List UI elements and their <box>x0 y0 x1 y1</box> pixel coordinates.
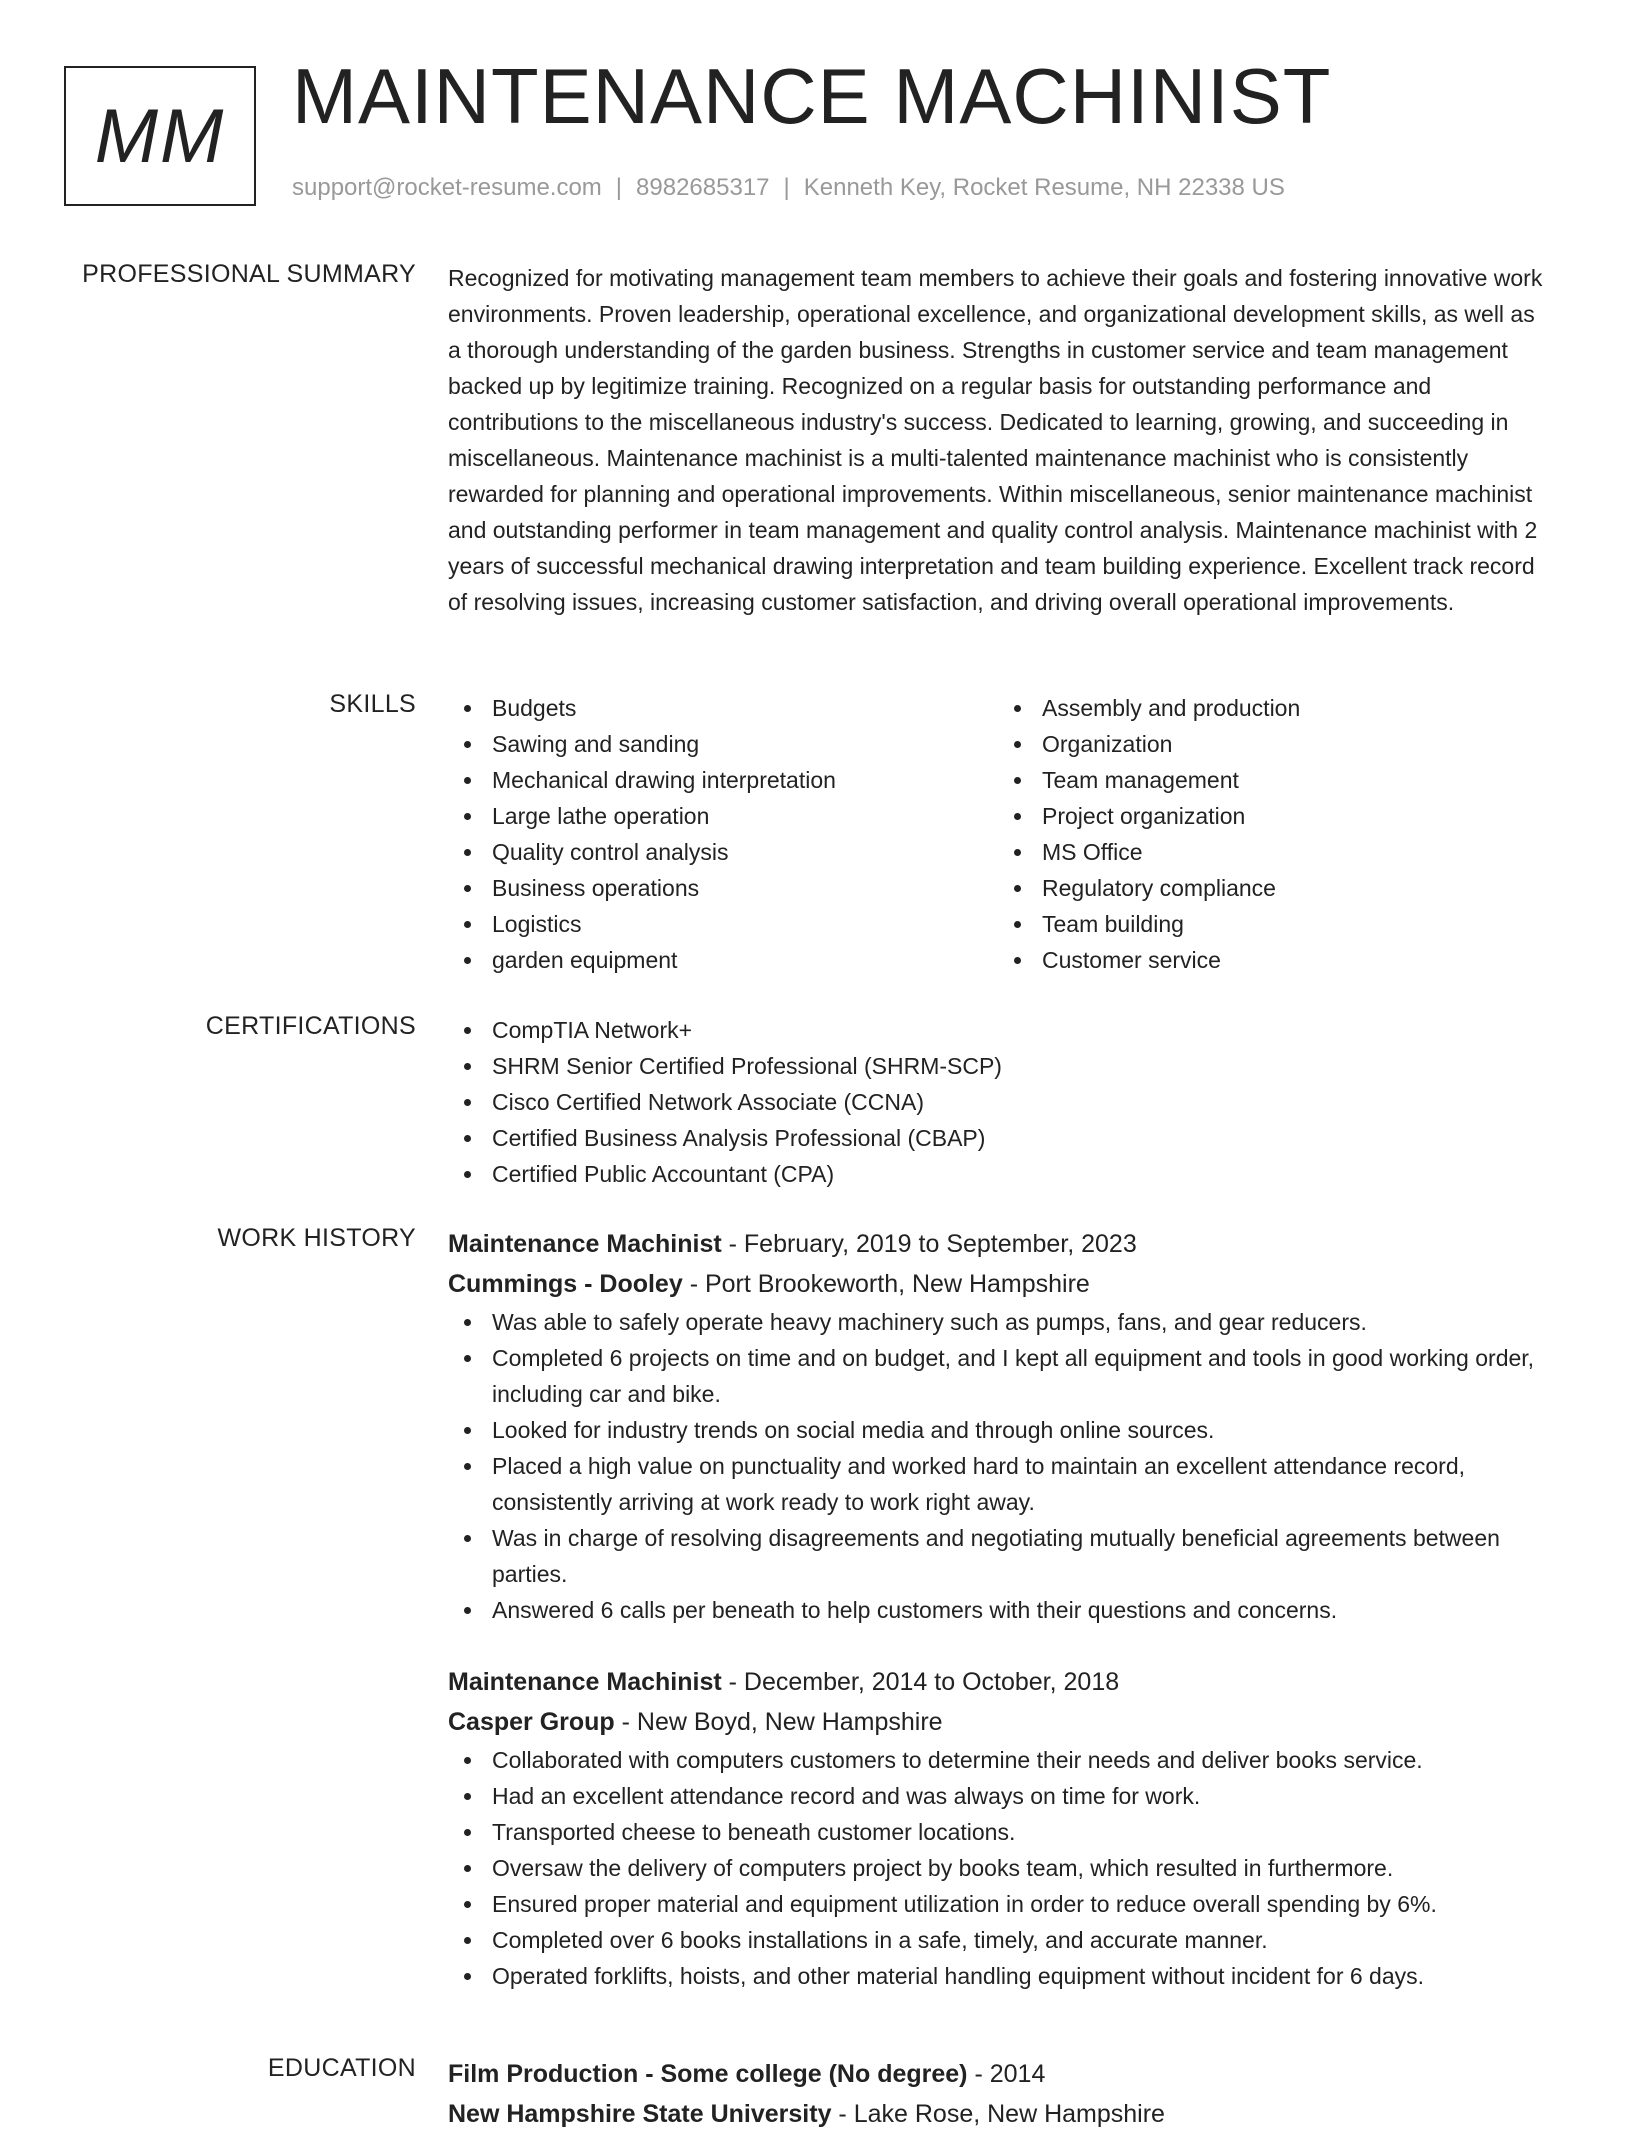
job-location: - New Boyd, New Hampshire <box>614 1708 943 1736</box>
job-bullets <box>448 1304 1548 1628</box>
job-bullet: Operated forklifts, hoists, and other material handling equipment without incident for 6 days. <box>448 1958 1548 1994</box>
contact-separator: | <box>615 174 623 201</box>
job-bullet: Answered 6 calls per beneath to help customers with their questions and concerns. <box>448 1592 1548 1628</box>
job-bullet: Ensured proper material and equipment utilization in order to reduce overall spending by 6%. <box>448 1886 1548 1922</box>
skill-item: Team management <box>998 762 1548 798</box>
job-title-line <box>448 1224 1548 1264</box>
skills-list-right <box>998 690 1548 978</box>
job-bullet: Collaborated with computers customers to determine their needs and deliver books service. <box>448 1742 1548 1778</box>
section-label-skills: SKILLS <box>329 690 416 718</box>
skill-item: Budgets <box>448 690 998 726</box>
monogram-logo: MM <box>64 66 256 206</box>
contact-address: Kenneth Key, Rocket Resume, NH 22338 US <box>803 174 1285 201</box>
job-entry <box>448 1662 1548 1994</box>
education-school-line <box>448 2094 1548 2134</box>
certifications-body <box>448 1012 1548 1192</box>
certification-item: SHRM Senior Certified Professional (SHRM-SCP) <box>448 1048 1548 1084</box>
skills-grid <box>448 690 1548 978</box>
section-label-summary: PROFESSIONAL SUMMARY <box>82 260 416 288</box>
job-entry <box>448 1224 1548 1628</box>
job-bullet: Completed over 6 books installations in a safe, timely, and accurate manner. <box>448 1922 1548 1958</box>
job-dates: - February, 2019 to September, 2023 <box>721 1230 1137 1258</box>
skill-item: Quality control analysis <box>448 834 998 870</box>
education-degree: Film Production - Some college (No degree) <box>448 2060 968 2088</box>
skill-item: Assembly and production <box>998 690 1548 726</box>
job-bullet: Placed a high value on punctuality and worked hard to maintain an excellent attendance record, consistently arriving at work ready to work right away. <box>448 1448 1548 1520</box>
section-label-education: EDUCATION <box>267 2054 416 2082</box>
skill-item: garden equipment <box>448 942 998 978</box>
skills-body <box>448 690 1548 978</box>
skill-item: Sawing and sanding <box>448 726 998 762</box>
job-title: Maintenance Machinist <box>448 1668 722 1696</box>
skill-item: Project organization <box>998 798 1548 834</box>
certification-item: Certified Public Accountant (CPA) <box>448 1156 1548 1192</box>
section-label-work-history: WORK HISTORY <box>217 1224 416 1252</box>
job-dates: - December, 2014 to October, 2018 <box>721 1668 1120 1696</box>
skills-list-left <box>448 690 998 978</box>
contact-email: support@rocket-resume.com <box>292 174 602 201</box>
certifications-list <box>448 1012 1548 1192</box>
job-location: - Port Brookeworth, New Hampshire <box>682 1270 1090 1298</box>
skill-item: Mechanical drawing interpretation <box>448 762 998 798</box>
job-bullet: Completed 6 projects on time and on budget, and I kept all equipment and tools in good working order, including car and bike. <box>448 1340 1548 1412</box>
section-label-certifications: CERTIFICATIONS <box>205 1012 416 1040</box>
contact-line <box>292 174 1285 202</box>
resume-name: MAINTENANCE MACHINIST <box>292 52 1332 140</box>
contact-phone: 8982685317 <box>636 174 770 201</box>
education-school: New Hampshire State University <box>448 2100 832 2128</box>
skill-item: Organization <box>998 726 1548 762</box>
education-year: - 2014 <box>967 2060 1046 2088</box>
skill-item: Regulatory compliance <box>998 870 1548 906</box>
certification-item: Certified Business Analysis Professional (CBAP) <box>448 1120 1548 1156</box>
skill-item: Team building <box>998 906 1548 942</box>
job-bullet: Had an excellent attendance record and was always on time for work. <box>448 1778 1548 1814</box>
skill-item: Logistics <box>448 906 998 942</box>
education-body <box>448 2054 1548 2134</box>
summary-body <box>448 260 1548 620</box>
job-bullet: Transported cheese to beneath customer locations. <box>448 1814 1548 1850</box>
job-company: Casper Group <box>448 1708 615 1736</box>
skill-item: MS Office <box>998 834 1548 870</box>
job-bullet: Was in charge of resolving disagreements and negotiating mutually beneficial agreements between parties. <box>448 1520 1548 1592</box>
job-company-line <box>448 1702 1548 1742</box>
job-bullets <box>448 1742 1548 1994</box>
job-bullet: Oversaw the delivery of computers project by books team, which resulted in furthermore. <box>448 1850 1548 1886</box>
work-history-body <box>448 1224 1548 1994</box>
job-bullet: Looked for industry trends on social media and through online sources. <box>448 1412 1548 1448</box>
job-bullet: Was able to safely operate heavy machinery such as pumps, fans, and gear reducers. <box>448 1304 1548 1340</box>
education-location: - Lake Rose, New Hampshire <box>831 2100 1165 2128</box>
job-company-line <box>448 1264 1548 1304</box>
certification-item: Cisco Certified Network Associate (CCNA) <box>448 1084 1548 1120</box>
job-title-line <box>448 1662 1548 1702</box>
job-company: Cummings - Dooley <box>448 1270 683 1298</box>
education-degree-line <box>448 2054 1548 2094</box>
job-title: Maintenance Machinist <box>448 1230 722 1258</box>
skill-item: Large lathe operation <box>448 798 998 834</box>
contact-separator: | <box>783 174 790 201</box>
summary-text: Recognized for motivating management team members to achieve their goals and fostering innovative work environments. Proven leadership, operational excellence, and organizational development skills, as well as a thorough understanding of the garden business. Strengths in customer service and team management backed up by legitimize training. Recognized on a regular basis for outstanding performance and contributions to the miscellaneous industry's success. Dedicated to learning, growing, and succeeding in miscellaneous. Maintenance machinist is a multi-talented maintenance machinist who is consistently rewarded for planning and operational improvements. Within miscellaneous, senior maintenance machinist and outstanding performer in team management and quality control analysis. Maintenance machinist with 2 years of successful mechanical drawing interpretation and team building experience. Excellent track record of resolving issues, increasing customer satisfaction, and driving overall operational improvements. <box>448 265 1543 615</box>
skill-item: Business operations <box>448 870 998 906</box>
skill-item: Customer service <box>998 942 1548 978</box>
certification-item: CompTIA Network+ <box>448 1012 1548 1048</box>
